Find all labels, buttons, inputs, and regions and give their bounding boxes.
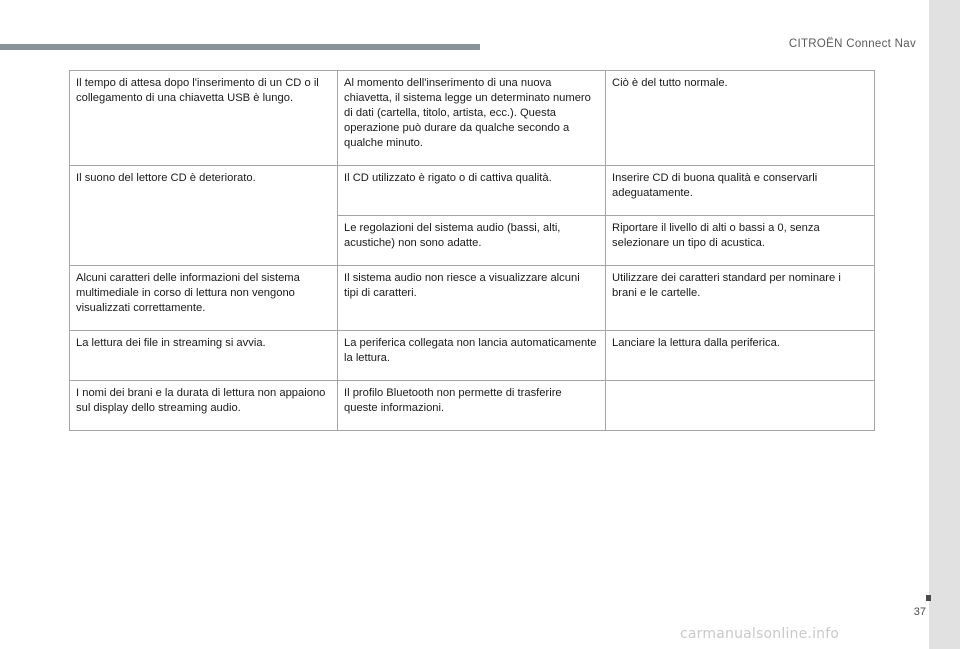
solution-cell: Inserire CD di buona qualità e conservarli adeguatamente. bbox=[606, 166, 875, 216]
cause-cell: La periferica collegata non lancia automaticamente la lettura. bbox=[338, 331, 606, 381]
question-cell: I nomi dei brani e la durata di lettura non appaiono sul display dello streaming audio. bbox=[70, 381, 338, 431]
side-marker bbox=[926, 595, 931, 601]
watermark: carmanualsonline.info bbox=[680, 626, 840, 642]
solution-cell: Lanciare la lettura dalla periferica. bbox=[606, 331, 875, 381]
question-cell: La lettura dei file in streaming si avvia. bbox=[70, 331, 338, 381]
solution-cell bbox=[606, 381, 875, 431]
cause-cell: Al momento dell'inserimento di una nuova chiavetta, il sistema legge un determinato numero di dati (cartella, titolo, artista, ecc.). Questa operazione può durare da qualche secondo a qualche minuto. bbox=[338, 71, 606, 166]
question-cell: Alcuni caratteri delle informazioni del sistema multimediale in corso di lettura non vengono visualizzati correttamente. bbox=[70, 266, 338, 331]
cause-cell: Il profilo Bluetooth non permette di trasferire queste informazioni. bbox=[338, 381, 606, 431]
solution-cell: Utilizzare dei caratteri standard per nominare i brani e le cartelle. bbox=[606, 266, 875, 331]
solution-cell: Riportare il livello di alti o bassi a 0, senza selezionare un tipo di acustica. bbox=[606, 216, 875, 266]
cause-cell: Il CD utilizzato è rigato o di cattiva qualità. bbox=[338, 166, 606, 216]
question-cell: Il suono del lettore CD è deteriorato. bbox=[70, 166, 338, 266]
table-row bbox=[70, 381, 875, 431]
cause-cell: Il sistema audio non riesce a visualizzare alcuni tipi di caratteri. bbox=[338, 266, 606, 331]
question-cell: Il tempo di attesa dopo l'inserimento di un CD o il collegamento di una chiavetta USB è lungo. bbox=[70, 71, 338, 166]
header-rule bbox=[0, 44, 480, 50]
header-title: CITROËN Connect Nav bbox=[788, 38, 916, 50]
table-row bbox=[70, 71, 875, 166]
solution-cell: Ciò è del tutto normale. bbox=[606, 71, 875, 166]
side-strip bbox=[929, 0, 960, 649]
troubleshooting-table bbox=[69, 70, 875, 431]
cause-cell: Le regolazioni del sistema audio (bassi, alti, acustiche) non sono adatte. bbox=[338, 216, 606, 266]
table-row bbox=[70, 166, 875, 216]
page-number: 37 bbox=[913, 606, 926, 618]
table-row bbox=[70, 331, 875, 381]
table-row bbox=[70, 266, 875, 331]
